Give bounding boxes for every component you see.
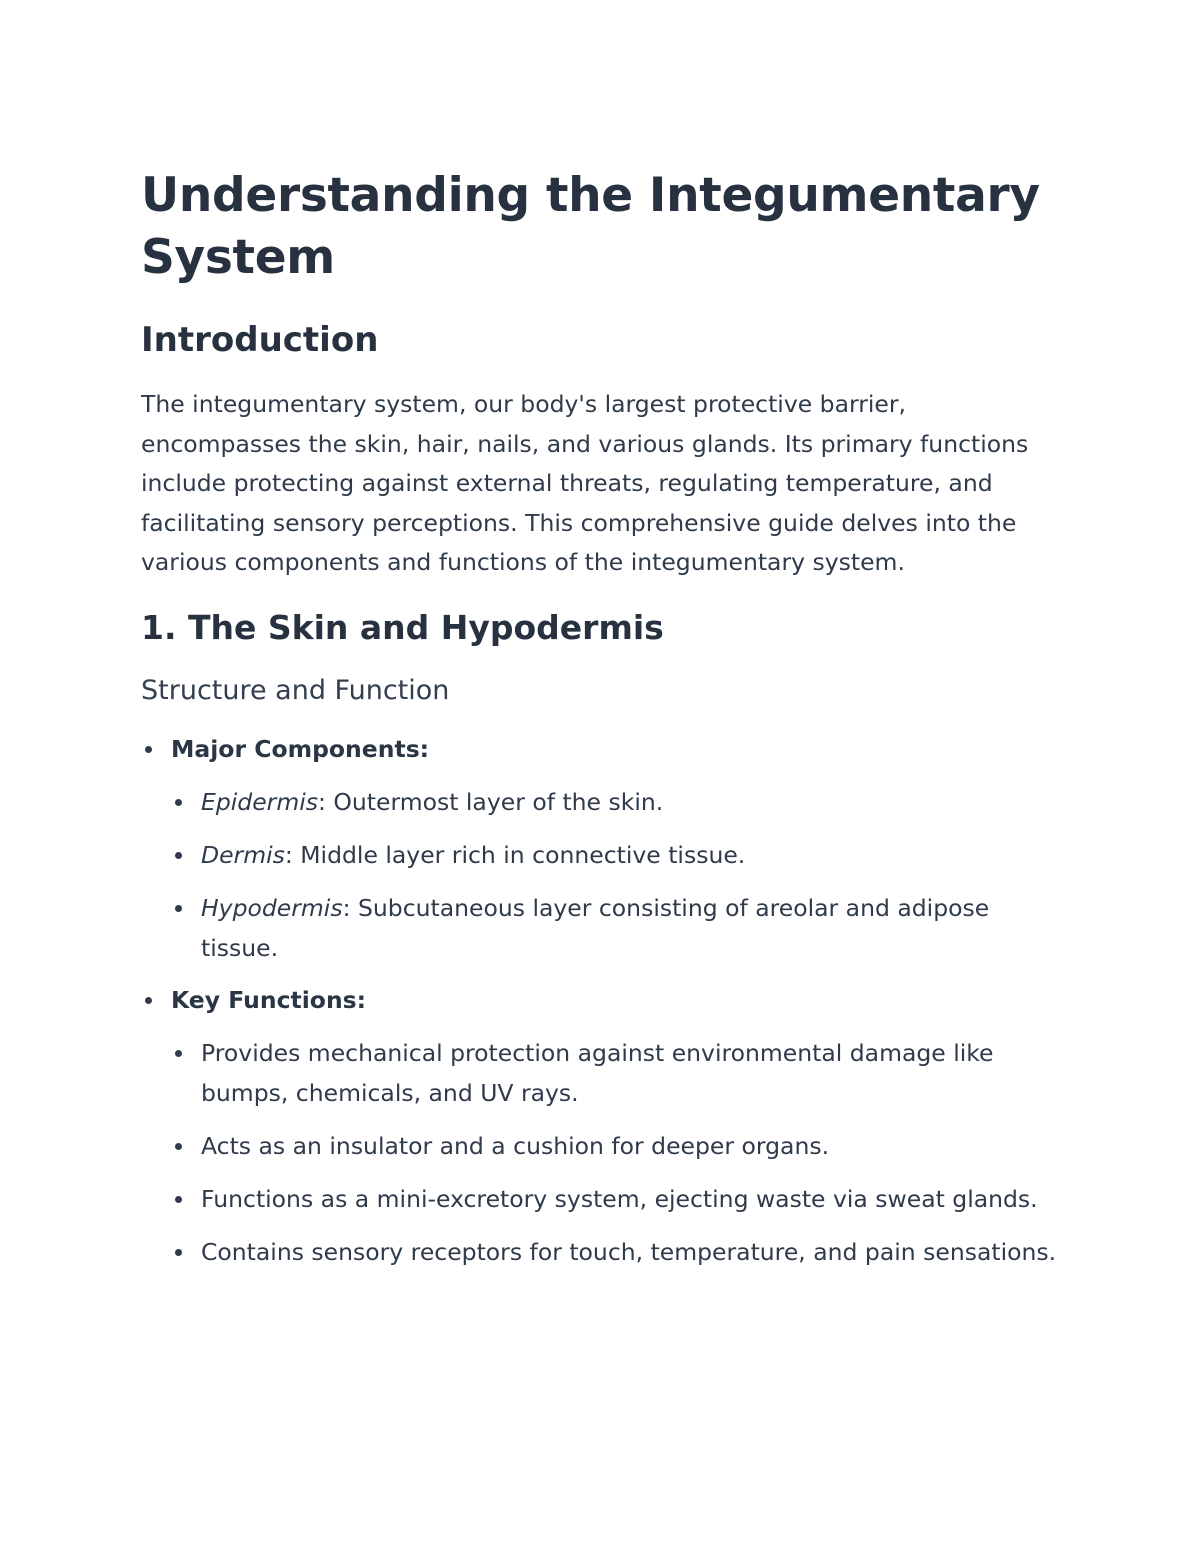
bullet-icon <box>175 1050 182 1057</box>
component-description: : Subcutaneous layer consisting of areolar and adipose tissue. <box>201 893 990 962</box>
bullet-icon <box>175 1143 182 1150</box>
function-text: Contains sensory receptors for touch, temperature, and pain sensations. <box>201 1237 1057 1266</box>
major-components-list <box>171 782 1061 968</box>
key-functions-list <box>171 1033 1061 1272</box>
component-description: : Middle layer rich in connective tissue. <box>284 840 746 869</box>
section-1-list <box>141 729 1061 1272</box>
list-item <box>171 1033 1061 1113</box>
bullet-icon <box>175 1249 182 1256</box>
list-item <box>171 1179 1061 1219</box>
bullet-icon <box>145 997 152 1004</box>
section-1-heading: 1. The Skin and Hypodermis <box>141 607 664 647</box>
bullet-icon <box>175 852 182 859</box>
major-components-item <box>141 729 1061 968</box>
introduction-paragraph: The integumentary system, our body's largest protective barrier, encompasses the skin, hair, nails, and various glands. Its primary functions include protecting against external threats, regulating temperature, and facilitating sensory perceptions. This comprehensive guide delves into the various components and functions of the integumentary system. <box>141 390 1029 576</box>
key-functions-item <box>141 980 1061 1272</box>
document-page <box>141 165 1061 1272</box>
component-term: Epidermis <box>201 787 318 816</box>
list-item <box>171 1232 1061 1272</box>
function-text: Acts as an insulator and a cushion for deeper organs. <box>201 1131 830 1160</box>
component-description: : Outermost layer of the skin. <box>318 787 664 816</box>
document-title: Understanding the Integumentary System <box>141 168 1040 285</box>
bullet-icon <box>175 799 182 806</box>
list-item <box>171 888 1061 968</box>
function-text: Provides mechanical protection against environmental damage like bumps, chemicals, and UV rays. <box>201 1038 994 1107</box>
list-item <box>171 1126 1061 1166</box>
bullet-icon <box>145 746 152 753</box>
function-text: Functions as a mini-excretory system, ejecting waste via sweat glands. <box>201 1184 1038 1213</box>
introduction-heading: Introduction <box>141 320 379 360</box>
component-term: Hypodermis <box>201 893 343 922</box>
list-item <box>171 835 1061 875</box>
major-components-label: Major Components: <box>171 734 430 763</box>
bullet-icon <box>175 1196 182 1203</box>
bullet-icon <box>175 905 182 912</box>
section-1-subheading: Structure and Function <box>141 674 450 706</box>
key-functions-label: Key Functions: <box>171 985 367 1014</box>
list-item <box>171 782 1061 822</box>
component-term: Dermis <box>201 840 285 869</box>
